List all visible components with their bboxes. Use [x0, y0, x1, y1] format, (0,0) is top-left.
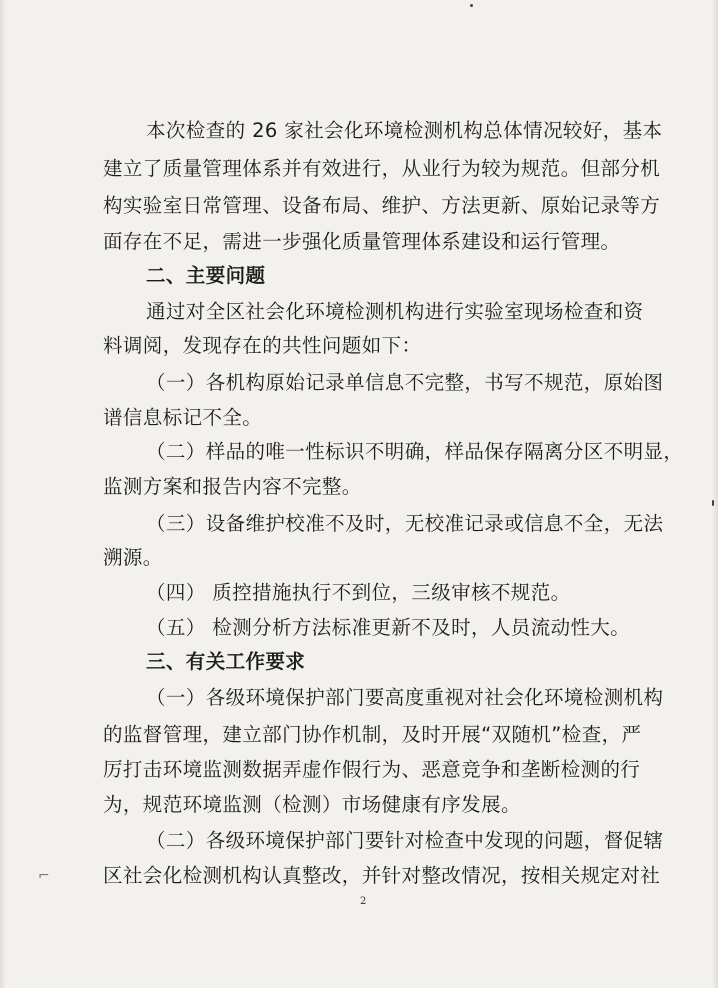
page-number: 2 [360, 896, 367, 907]
list-item-line: （三）设备维护校准不及时，无校准记录或信息不全，无法 [146, 512, 664, 535]
paragraph-line: 面存在不足，需进一步强化质量管理体系建设和运行管理。 [103, 230, 621, 253]
paragraph-line: 建立了质量管理体系并有效进行，从业行为较为规范。但部分机 [103, 157, 661, 180]
paragraph-line: 本次检查的 26 家社会化环境检测机构总体情况较好，基本 [146, 119, 663, 142]
paragraph-line: 料调阅，发现存在的共性问题如下： [103, 334, 422, 357]
paragraph-line: 通过对全区社会化环境检测机构进行实验室现场检查和资 [146, 300, 644, 323]
list-item-line: （五） 检测分析方法标准更新不及时，人员流动性大。 [146, 616, 631, 639]
scan-edge-left [0, 0, 6, 988]
scan-speck [712, 500, 714, 506]
paragraph-line: 厉打击环境监测数据弄虚作假行为、恶意竞争和垄断检测的行 [103, 758, 641, 781]
list-item-line: 溯源。 [103, 546, 163, 569]
section-heading: 二、主要问题 [146, 264, 266, 287]
list-item-line: （四） 质控措施执行不到位，三级审核不规范。 [146, 581, 571, 604]
list-item-line: 谱信息标记不全。 [103, 406, 263, 429]
paragraph-line: （二）各级环境保护部门要针对检查中发现的问题，督促辖 [146, 829, 664, 852]
paragraph-line: 构实验室日常管理、设备布局、维护、方法更新、原始记录等方 [103, 194, 661, 217]
section-heading: 三、有关工作要求 [146, 650, 306, 673]
paragraph-line: （一）各级环境保护部门要高度重视对社会化环境检测机构 [146, 686, 664, 709]
paragraph-line: 为，规范环境监测（检测）市场健康有序发展。 [103, 793, 521, 816]
list-item-line: （二）样品的唯一性标识不明确，样品保存隔离分区不明显， [146, 440, 684, 463]
paragraph-line: 区社会化检测机构认真整改，并针对整改情况，按相关规定对社 [103, 864, 661, 887]
scan-edge-right [712, 0, 718, 988]
scan-speck [470, 4, 473, 7]
list-item-line: （一）各机构原始记录单信息不完整，书写不规范，原始图 [146, 371, 664, 394]
list-item-line: 监测方案和报告内容不完整。 [103, 475, 362, 498]
margin-scribble: ⌐ [38, 868, 50, 884]
paragraph-line: 的监督管理，建立部门协作机制，及时开展“双随机”检查，严 [103, 723, 642, 746]
